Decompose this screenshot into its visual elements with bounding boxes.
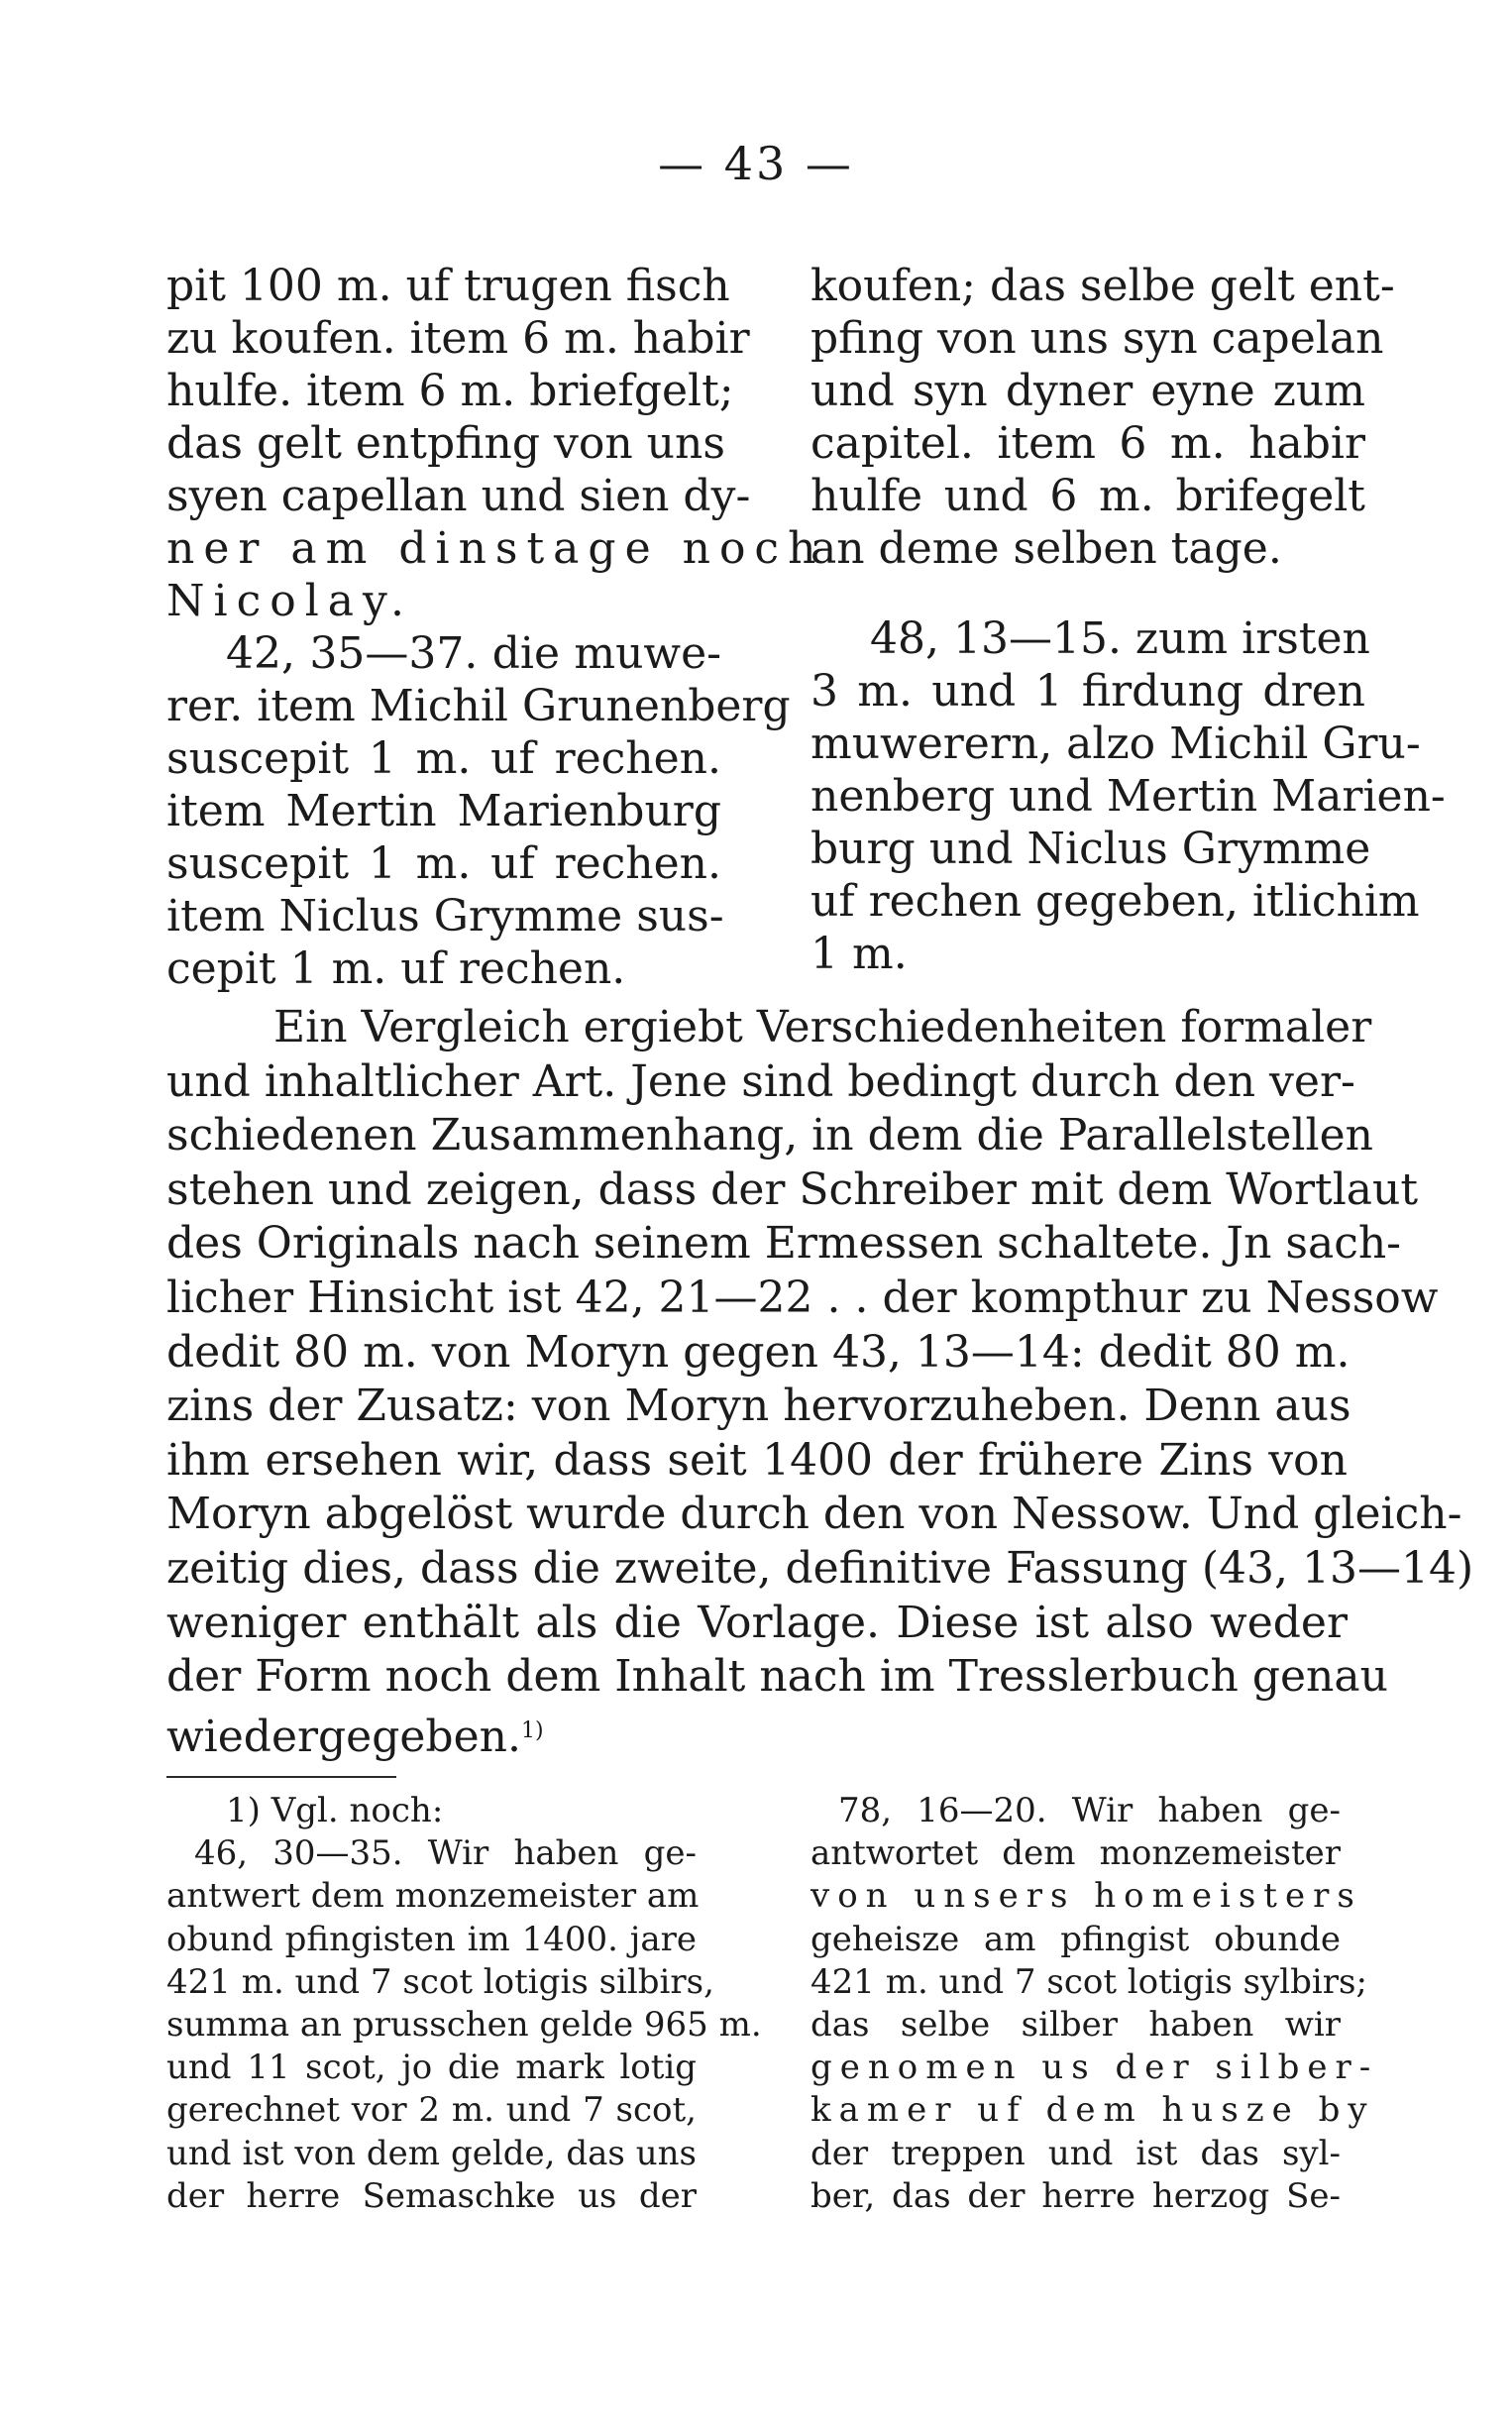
right-column-line: koufen; das selbe gelt ent- — [810, 261, 1395, 311]
footnote-intro: Vgl. noch: — [270, 1791, 444, 1830]
footnote-line: 46, 30—35. Wir haben ge- — [194, 1833, 697, 1874]
main-paragraph — [166, 1001, 1474, 1762]
paragraph-line: stehen und zeigen, dass der Schreiber mit dem Wortlaut — [166, 1163, 1419, 1215]
footnote-line: obund pfingisten im 1400. jare — [166, 1919, 697, 1959]
footnote-line: summa an prusschen gelde 965 m. — [166, 2004, 762, 2045]
left-column-line: suscepit 1 m. uf rechen. — [166, 733, 721, 784]
left-column-line: Nicolay. — [166, 576, 414, 626]
paragraph-line-text: wiedergegeben. — [166, 1711, 521, 1762]
right-parallel-column — [810, 260, 1446, 980]
paragraph-line: ihm ersehen wir, dass seit 1400 der frühere Zins von — [166, 1434, 1348, 1486]
paragraph-line: weniger enthält als die Vorlage. Diese ist also weder — [166, 1597, 1348, 1648]
paragraph-line: und inhaltlicher Art. Jene sind bedingt durch den ver- — [166, 1055, 1355, 1107]
paragraph-line: Ein Vergleich ergiebt Verschiedenheiten formaler — [273, 1002, 1372, 1052]
right-column-line: 3 m. und 1 firdung dren — [810, 666, 1365, 717]
right-column-line: an deme selben tage. — [810, 523, 1282, 574]
page-number: — 43 — — [658, 137, 854, 190]
footnote-line: kamer uf dem husze by — [810, 2090, 1375, 2131]
left-column-line: 42, 35—37. die muwe- — [226, 628, 721, 679]
paragraph-line: zeitig dies, dass die zweite, definitive Fassung (43, 13—14) — [166, 1542, 1474, 1594]
left-column-line: item Mertin Marienburg — [166, 786, 721, 836]
paragraph-line: licher Hinsicht ist 42, 21—22 . . der kompthur zu Nessow — [166, 1272, 1439, 1323]
footnote-line: und 11 scot, jo die mark lotig — [166, 2048, 697, 2088]
footnote-line: antwert dem monzemeister am — [166, 1876, 700, 1917]
paragraph-line: des Originals nach seinem Ermessen schaltete. Jn sach- — [166, 1218, 1402, 1270]
paragraph-line: zins der Zusatz: von Moryn hervorzuheben. Denn aus — [166, 1381, 1351, 1432]
left-parallel-column — [166, 260, 825, 995]
left-column-line: das gelt entpfing von uns — [166, 418, 725, 469]
right-column-line: 1 m. — [810, 929, 908, 979]
footnote-line: 421 m. und 7 scot lotigis sylbirs; — [810, 1961, 1367, 2002]
footnote-line: ber, das der herre herzog Se- — [810, 2175, 1341, 2216]
footnote-line: von unsers homeisters — [810, 1876, 1362, 1917]
left-column-line: rer. item Michil Grunenberg — [166, 681, 791, 731]
right-column-line: muwerern, alzo Michil Gru- — [810, 719, 1421, 769]
footnote-line: gerechnet vor 2 m. und 7 scot, — [166, 2090, 697, 2131]
left-column-line: zu koufen. item 6 m. habir — [166, 313, 750, 364]
left-column-line: item Niclus Grymme sus- — [166, 891, 724, 941]
paragraph-line: schiedenen Zusammenhang, in dem die Parallelstellen — [166, 1110, 1373, 1162]
left-column-line: cepit 1 m. uf rechen. — [166, 943, 626, 994]
right-column-line: burg und Niclus Grymme — [810, 824, 1371, 874]
left-column-line: suscepit 1 m. uf rechen. — [166, 838, 721, 889]
footnote-line: und ist von dem gelde, das uns — [166, 2133, 697, 2173]
footnote-line: der herre Semaschke us der — [166, 2175, 697, 2216]
footnote-line: 78, 16—20. Wir haben ge- — [838, 1791, 1341, 1830]
right-column-line: hulfe und 6 m. brifegelt — [810, 471, 1365, 521]
footnote-right-column — [810, 1790, 1379, 2218]
left-column-line: hulfe. item 6 m. briefgelt; — [166, 366, 734, 416]
paragraph-line: der Form noch dem Inhalt nach im Tresslerbuch genau — [166, 1651, 1388, 1703]
footnote-line: genomen us der silber- — [810, 2048, 1379, 2088]
footnote-line — [166, 1790, 697, 1832]
right-column-line: capitel. item 6 m. habir — [810, 418, 1365, 469]
footnote-marker: 1) — [226, 1791, 261, 1830]
right-column-line: nenberg und Mertin Marien- — [810, 771, 1446, 822]
left-column-line: pit 100 m. uf trugen fisch — [166, 261, 730, 311]
footnote-divider — [166, 1776, 396, 1778]
footnote-line: der treppen und ist das syl- — [810, 2133, 1341, 2173]
right-column-line: uf rechen gegeben, itlichim — [810, 876, 1420, 927]
footnote-reference[interactable]: 1) — [520, 1717, 544, 1743]
left-column-line: syen capellan und sien dy- — [166, 471, 751, 521]
paragraph-last-line — [166, 1705, 1348, 1762]
footnote-line: 421 m. und 7 scot lotigis silbirs, — [166, 1961, 714, 2002]
footnote-line: antwortet dem monzemeister — [810, 1833, 1341, 1874]
right-column-line: pfing von uns syn capelan — [810, 313, 1384, 364]
footnote-line: geheisze am pfingist obunde — [810, 1919, 1341, 1959]
left-column-line: ner am dinstage noch — [166, 523, 825, 574]
footnote-left-column — [166, 1790, 762, 2218]
footnote-line: das selbe silber haben wir — [810, 2004, 1341, 2045]
paragraph-line: Moryn abgelöst wurde durch den von Nessow. Und gleich- — [166, 1489, 1462, 1540]
paragraph-line: dedit 80 m. von Moryn gegen 43, 13—14: dedit 80 m. — [166, 1326, 1350, 1378]
right-column-line: und syn dyner eyne zum — [810, 366, 1365, 416]
right-column-line: 48, 13—15. zum irsten — [870, 613, 1370, 664]
